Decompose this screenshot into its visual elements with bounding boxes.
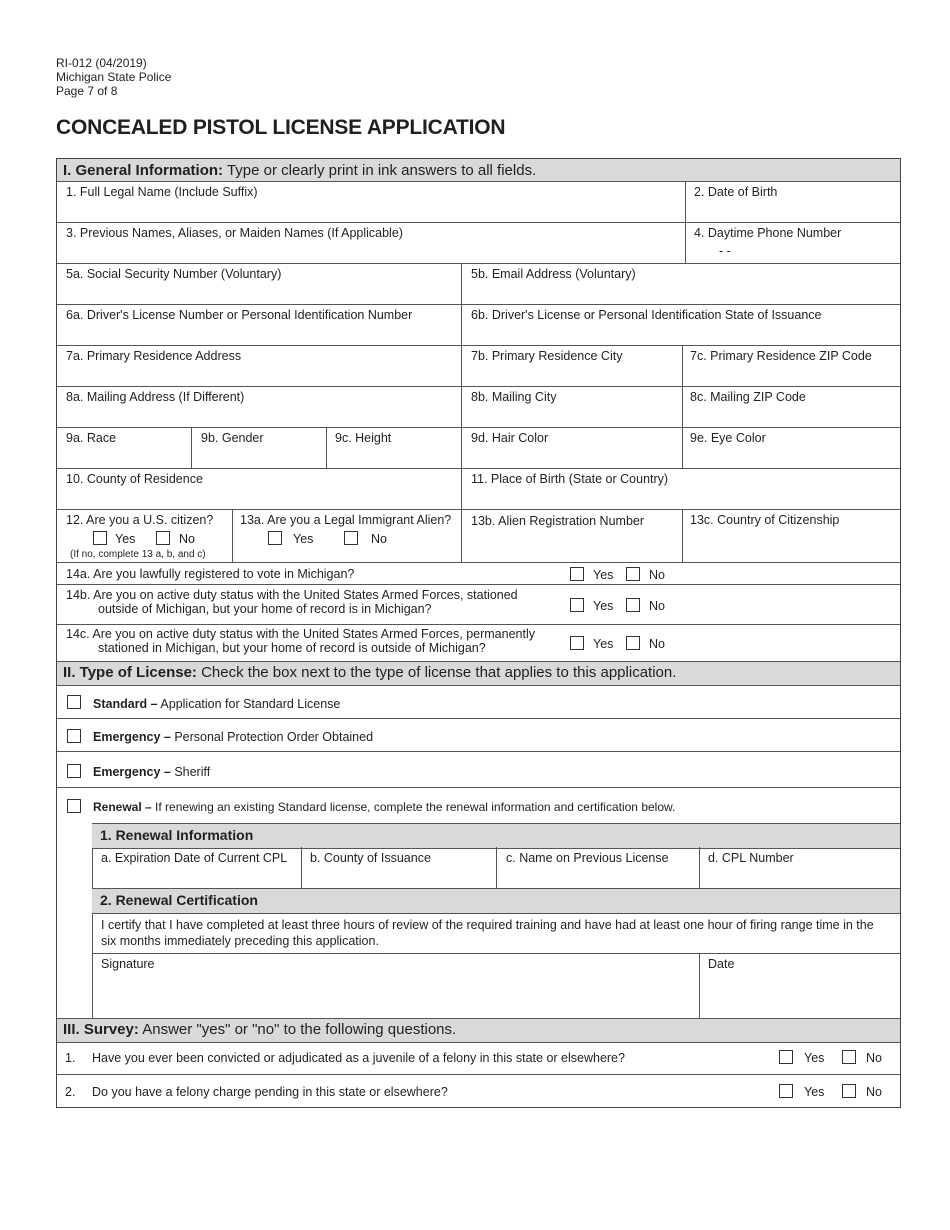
section-instruction: Answer "yes" or "no" to the following questions. xyxy=(142,1021,457,1038)
page-number: Page 7 of 8 xyxy=(56,84,118,98)
14c-no-checkbox[interactable] xyxy=(626,636,640,650)
survey-q2-number: 2. xyxy=(65,1085,76,1099)
field-residence-zip[interactable]: 7c. Primary Residence ZIP Code xyxy=(690,349,872,363)
field-license-state[interactable]: 6b. Driver's License or Personal Identification State of Issuance xyxy=(471,308,822,322)
field-height[interactable]: 9c. Height xyxy=(335,431,392,445)
q2-yes-checkbox[interactable] xyxy=(779,1084,793,1098)
section-instruction: Check the box next to the type of license that applies to this application. xyxy=(201,664,677,681)
field-race[interactable]: 9a. Race xyxy=(66,431,117,445)
field-gender[interactable]: 9b. Gender xyxy=(201,431,264,445)
field-expiration-date[interactable]: a. Expiration Date of Current CPL xyxy=(101,851,288,865)
q1-yes-checkbox[interactable] xyxy=(779,1050,793,1064)
no-label: No xyxy=(371,532,387,546)
survey-q1-number: 1. xyxy=(65,1051,76,1065)
renewal-certification-header: 2. Renewal Certification xyxy=(92,888,900,914)
survey-q1-text: Have you ever been convicted or adjudicated as a juvenile of a felony in this state or elsewhere? xyxy=(92,1051,625,1065)
field-date-of-birth[interactable]: 2. Date of Birth xyxy=(694,185,778,199)
immigrant-yes-checkbox[interactable] xyxy=(268,531,282,545)
phone-dashes: - - xyxy=(719,244,731,258)
standard-license-checkbox[interactable] xyxy=(67,695,81,709)
question-14c-line2: stationed in Michigan, but your home of record is outside of Michigan? xyxy=(98,641,486,655)
section-heading: I. General Information: xyxy=(63,162,224,179)
yes-label: Yes xyxy=(593,568,614,582)
no-label: No xyxy=(866,1085,882,1099)
field-drivers-license-number[interactable]: 6a. Driver's License Number or Personal Identification Number xyxy=(66,308,413,322)
section-heading: II. Type of License: xyxy=(63,664,197,681)
field-legal-immigrant: 13a. Are you a Legal Immigrant Alien? xyxy=(240,513,452,527)
question-14c-line1: 14c. Are you on active duty status with the United States Armed Forces, permanently xyxy=(66,627,535,641)
signature-field[interactable]: Signature xyxy=(101,957,155,971)
field-name-on-previous-license[interactable]: c. Name on Previous License xyxy=(506,851,669,865)
field-hair-color[interactable]: 9d. Hair Color xyxy=(471,431,549,445)
no-label: No xyxy=(649,568,665,582)
renewal-information-header: 1. Renewal Information xyxy=(92,823,900,849)
14a-yes-checkbox[interactable] xyxy=(570,567,584,581)
page-title: CONCEALED PISTOL LICENSE APPLICATION xyxy=(56,116,506,139)
14c-yes-checkbox[interactable] xyxy=(570,636,584,650)
question-14b-line2: outside of Michigan, but your home of record is in Michigan? xyxy=(98,602,432,616)
yes-label: Yes xyxy=(293,532,314,546)
field-daytime-phone[interactable]: 4. Daytime Phone Number xyxy=(694,226,842,240)
us-citizen-no-checkbox[interactable] xyxy=(156,531,170,545)
field-residence-address[interactable]: 7a. Primary Residence Address xyxy=(66,349,242,363)
immigrant-no-checkbox[interactable] xyxy=(344,531,358,545)
field-county-of-residence[interactable]: 10. County of Residence xyxy=(66,472,203,486)
section-instruction: Type or clearly print in ink answers to all fields. xyxy=(226,162,537,179)
no-label: No xyxy=(866,1051,882,1065)
field-eye-color[interactable]: 9e. Eye Color xyxy=(690,431,766,445)
renewal-checkbox[interactable] xyxy=(67,799,81,813)
form-id: RI-012 (04/2019) xyxy=(56,56,147,70)
field-us-citizen: 12. Are you a U.S. citizen? xyxy=(66,513,214,527)
yes-label: Yes xyxy=(593,599,614,613)
field-email[interactable]: 5b. Email Address (Voluntary) xyxy=(471,267,636,281)
field-county-of-issuance[interactable]: b. County of Issuance xyxy=(310,851,431,865)
field-place-of-birth[interactable]: 11. Place of Birth (State or Country) xyxy=(471,472,669,486)
option-renewal: Renewal – If renewing an existing Standard license, complete the renewal information and certification below. xyxy=(93,800,676,814)
q1-no-checkbox[interactable] xyxy=(842,1050,856,1064)
no-label: No xyxy=(179,532,195,546)
q2-no-checkbox[interactable] xyxy=(842,1084,856,1098)
date-field[interactable]: Date xyxy=(708,957,735,971)
field-previous-names[interactable]: 3. Previous Names, Aliases, or Maiden Names (If Applicable) xyxy=(66,226,403,240)
14b-no-checkbox[interactable] xyxy=(626,598,640,612)
survey-q2-text: Do you have a felony charge pending in this state or elsewhere? xyxy=(92,1085,448,1099)
yes-label: Yes xyxy=(593,637,614,651)
field-ssn[interactable]: 5a. Social Security Number (Voluntary) xyxy=(66,267,282,281)
application-form xyxy=(56,158,901,1108)
certification-text-line1: I certify that I have completed at least three hours of review of the required training and have had at least one hour of firing range time in the xyxy=(101,918,874,932)
14b-yes-checkbox[interactable] xyxy=(570,598,584,612)
section-type-of-license xyxy=(57,661,900,686)
us-citizen-yes-checkbox[interactable] xyxy=(93,531,107,545)
section-general-information xyxy=(57,159,900,182)
no-label: No xyxy=(649,637,665,651)
citizen-note: (If no, complete 13 a, b, and c) xyxy=(70,549,206,560)
section-survey xyxy=(57,1018,900,1043)
agency-name: Michigan State Police xyxy=(56,70,172,84)
no-label: No xyxy=(649,599,665,613)
field-alien-registration-number[interactable]: 13b. Alien Registration Number xyxy=(471,514,645,528)
field-country-of-citizenship[interactable]: 13c. Country of Citizenship xyxy=(690,513,840,527)
question-14a: 14a. Are you lawfully registered to vote in Michigan? xyxy=(66,567,355,581)
emergency-sheriff-checkbox[interactable] xyxy=(67,764,81,778)
emergency-ppo-checkbox[interactable] xyxy=(67,729,81,743)
section-heading: III. Survey: xyxy=(63,1021,139,1038)
yes-label: Yes xyxy=(804,1085,825,1099)
option-emergency-sheriff: Emergency – Sheriff xyxy=(93,765,211,779)
14a-no-checkbox[interactable] xyxy=(626,567,640,581)
field-mailing-city[interactable]: 8b. Mailing City xyxy=(471,390,557,404)
field-full-legal-name[interactable]: 1. Full Legal Name (Include Suffix) xyxy=(66,185,258,199)
form-header xyxy=(56,56,171,98)
option-standard: Standard – Application for Standard License xyxy=(93,697,341,711)
field-cpl-number[interactable]: d. CPL Number xyxy=(708,851,794,865)
field-mailing-address[interactable]: 8a. Mailing Address (If Different) xyxy=(66,390,245,404)
certification-text-line2: six months immediately preceding this application. xyxy=(101,934,379,948)
field-mailing-zip[interactable]: 8c. Mailing ZIP Code xyxy=(690,390,806,404)
field-residence-city[interactable]: 7b. Primary Residence City xyxy=(471,349,623,363)
yes-label: Yes xyxy=(115,532,136,546)
question-14b-line1: 14b. Are you on active duty status with the United States Armed Forces, stationed xyxy=(66,588,518,602)
yes-label: Yes xyxy=(804,1051,825,1065)
option-emergency-ppo: Emergency – Personal Protection Order Obtained xyxy=(93,730,374,744)
